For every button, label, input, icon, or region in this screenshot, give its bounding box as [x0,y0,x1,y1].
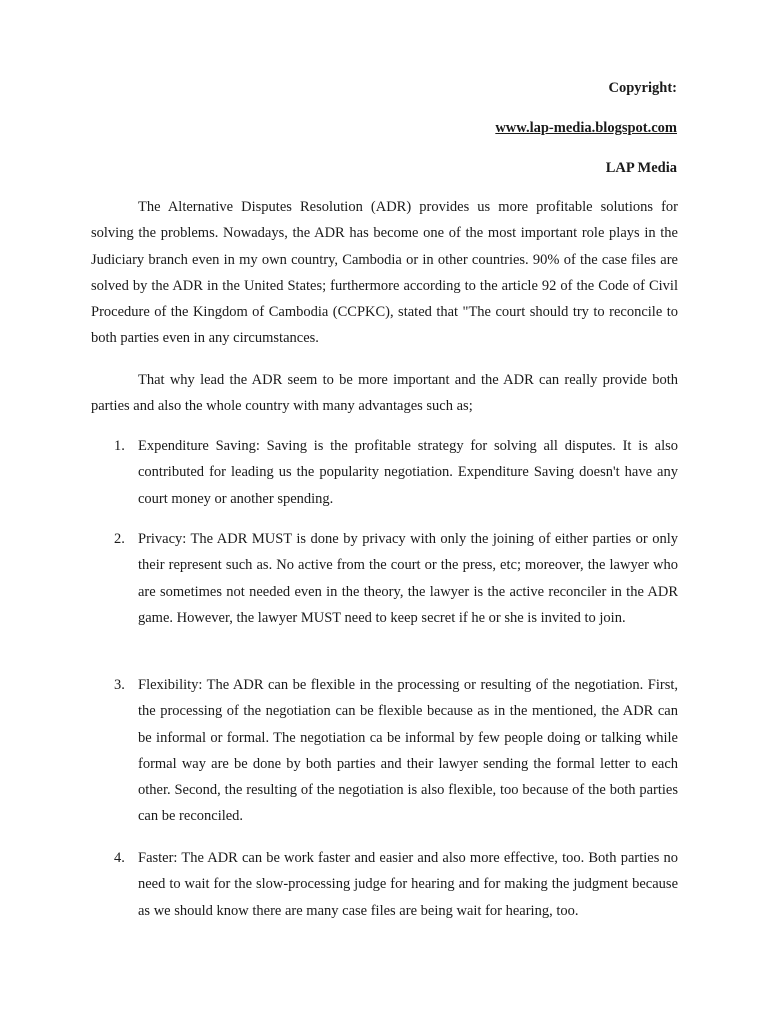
list-item-text: Privacy: The ADR MUST is done by privacy with only the joining of either parties or only their represent such as. No active from the court or the press, etc; moreover, the lawyer who are sometimes not needed even in the theory, the lawyer is the active reconciler in the ADR game. However, the lawyer MUST need to keep secret if he or she is invited to join. [138,531,678,626]
list-item [91,672,678,830]
brand-name: LAP Media [605,160,677,176]
list-item-text: Flexibility: The ADR can be flexible in the processing or resulting of the negotiation. First, the processing of the negotiation can be flexible because as in the mentioned, the ADR can be informal or formal. The negotiation ca be informal by few people doing or talking while formal way are be done by both parties and their lawyer sending the formal letter to each other. Second, the resulting of the negotiation is also flexible, too because of the both parties can be reconciled. [138,677,678,825]
website-link[interactable]: www.lap-media.blogspot.com [495,120,677,136]
list-item [91,433,678,512]
list-item-number: 2. [114,531,125,547]
list-item-number: 3. [114,677,125,693]
lead-paragraph: That why lead the ADR seem to be more important and the ADR can really provide both parties and also the whole country with many advantages such as; [91,372,678,415]
intro-paragraph: The Alternative Disputes Resolution (ADR) provides us more profitable solutions for solving the problems. Nowadays, the ADR has become one of the most important role plays in the Judiciary branch even in my own country, Cambodia or in other countries. 90% of the case files are solved by the ADR in the United States; furthermore according to the article 92 of the Code of Civil Procedure of the Kingdom of Cambodia (CCPKC), stated that "The court should try to reconcile to both parties even in any circumstances. [91,199,678,347]
list-item-text: Faster: The ADR can be work faster and easier and also more effective, too. Both parties no need to wait for the slow-processing judge for hearing and for making the judgment because as we should know there are many case files are being wait for hearing, too. [138,850,678,919]
list-item-number: 1. [114,438,125,454]
copyright-label: Copyright: [608,80,677,96]
list-item-text: Expenditure Saving: Saving is the profitable strategy for solving all disputes. It is also contributed for leading us the popularity negotiation. Expenditure Saving doesn't have any court money or another spending. [138,438,678,507]
list-item [91,526,678,631]
list-item-number: 4. [114,850,125,866]
list-item [91,845,678,924]
